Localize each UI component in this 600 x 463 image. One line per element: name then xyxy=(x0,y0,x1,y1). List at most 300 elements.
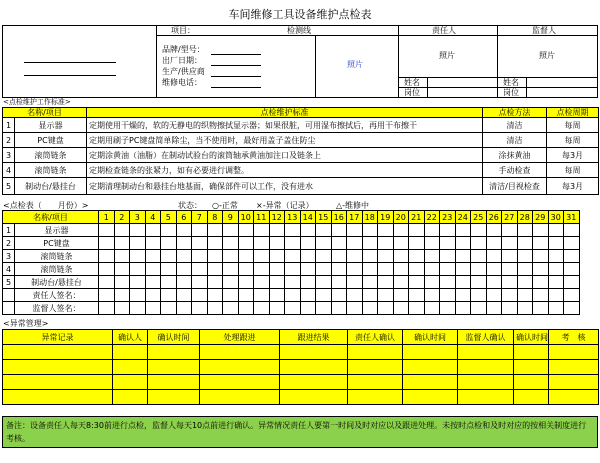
check-cell[interactable] xyxy=(362,250,378,263)
check-cell[interactable] xyxy=(440,250,456,263)
check-cell[interactable] xyxy=(533,237,549,250)
day-header: 27 xyxy=(502,211,518,224)
project-label: 项目： xyxy=(171,26,195,35)
day-header: 28 xyxy=(517,211,533,224)
day-header: 2 xyxy=(114,211,130,224)
check-cell[interactable] xyxy=(517,224,533,237)
checklist-row xyxy=(3,224,580,237)
check-cell[interactable] xyxy=(145,276,161,289)
check-cell[interactable] xyxy=(502,224,518,237)
check-cell[interactable] xyxy=(269,263,285,276)
row-number: 4 xyxy=(3,263,15,276)
check-cell[interactable] xyxy=(502,250,518,263)
check-cell[interactable] xyxy=(347,263,363,276)
check-cell[interactable] xyxy=(471,237,487,250)
check-cell[interactable] xyxy=(176,289,192,302)
check-cell[interactable] xyxy=(471,263,487,276)
abnormal-row[interactable] xyxy=(3,390,599,405)
abnormal-row[interactable] xyxy=(3,375,599,390)
check-cell[interactable] xyxy=(269,237,285,250)
check-cell[interactable] xyxy=(99,263,115,276)
check-cell[interactable] xyxy=(316,302,332,315)
check-cell[interactable] xyxy=(486,302,502,315)
checklist-header-row xyxy=(3,211,580,224)
check-cell[interactable] xyxy=(254,263,270,276)
row-number xyxy=(3,302,15,315)
check-cell[interactable] xyxy=(424,237,440,250)
check-cell[interactable] xyxy=(331,237,347,250)
check-cell[interactable] xyxy=(471,276,487,289)
check-cell[interactable] xyxy=(207,263,223,276)
col-period: 点检周期 xyxy=(547,108,599,118)
check-cell[interactable] xyxy=(130,302,146,315)
check-cell[interactable] xyxy=(99,237,115,250)
check-cell[interactable] xyxy=(331,224,347,237)
check-cell[interactable] xyxy=(502,289,518,302)
check-cell[interactable] xyxy=(424,302,440,315)
check-cell[interactable] xyxy=(207,224,223,237)
check-cell[interactable] xyxy=(331,302,347,315)
check-cell[interactable] xyxy=(176,224,192,237)
check-cell[interactable] xyxy=(548,224,564,237)
standards-section-label: <点检维护工作标准> xyxy=(3,98,71,106)
check-cell[interactable] xyxy=(486,224,502,237)
day-header: 16 xyxy=(331,211,347,224)
check-cell[interactable] xyxy=(99,289,115,302)
check-cell[interactable] xyxy=(207,302,223,315)
check-cell[interactable] xyxy=(223,276,239,289)
check-cell[interactable] xyxy=(99,224,115,237)
checklist-section-label: <点检表（ 月份）> xyxy=(3,201,89,210)
check-cell[interactable] xyxy=(455,237,471,250)
check-cell[interactable] xyxy=(548,289,564,302)
check-cell[interactable] xyxy=(316,237,332,250)
check-cell[interactable] xyxy=(533,289,549,302)
check-cell[interactable] xyxy=(114,250,130,263)
day-header: 23 xyxy=(440,211,456,224)
check-cell[interactable] xyxy=(564,276,580,289)
check-cell[interactable] xyxy=(486,276,502,289)
check-cell[interactable] xyxy=(300,289,316,302)
responsible-name-label: 姓名 xyxy=(404,78,420,87)
check-cell[interactable] xyxy=(269,250,285,263)
check-cell[interactable] xyxy=(378,276,394,289)
check-cell[interactable] xyxy=(331,276,347,289)
responsible-photo: 照片 xyxy=(439,51,455,60)
check-cell[interactable] xyxy=(99,250,115,263)
check-cell[interactable] xyxy=(347,302,363,315)
check-cell[interactable] xyxy=(564,237,580,250)
check-cell[interactable] xyxy=(207,276,223,289)
check-cell[interactable] xyxy=(176,276,192,289)
check-cell[interactable] xyxy=(316,276,332,289)
row-name: 滚筒链条 xyxy=(15,263,99,276)
check-cell[interactable] xyxy=(362,224,378,237)
check-cell[interactable] xyxy=(223,237,239,250)
check-cell[interactable] xyxy=(533,224,549,237)
responsible-post-label: 岗位 xyxy=(404,88,420,97)
check-cell[interactable] xyxy=(362,237,378,250)
check-cell[interactable] xyxy=(207,289,223,302)
check-cell[interactable] xyxy=(223,302,239,315)
check-cell[interactable] xyxy=(502,263,518,276)
check-cell[interactable] xyxy=(471,302,487,315)
row-name: 责任人签名： xyxy=(15,289,99,302)
check-cell[interactable] xyxy=(176,302,192,315)
day-header: 26 xyxy=(486,211,502,224)
note-box xyxy=(2,416,598,448)
day-header: 15 xyxy=(316,211,332,224)
check-cell[interactable] xyxy=(533,250,549,263)
check-cell[interactable] xyxy=(192,237,208,250)
legend-repair: △-维修中 xyxy=(336,201,370,210)
check-cell[interactable] xyxy=(393,224,409,237)
check-cell[interactable] xyxy=(285,250,301,263)
check-cell[interactable] xyxy=(409,276,425,289)
check-cell[interactable] xyxy=(285,276,301,289)
day-header: 29 xyxy=(533,211,549,224)
checklist-row xyxy=(3,276,580,289)
check-cell[interactable] xyxy=(285,224,301,237)
checklist-row xyxy=(3,263,580,276)
check-cell[interactable] xyxy=(440,263,456,276)
check-cell[interactable] xyxy=(362,289,378,302)
check-cell[interactable] xyxy=(300,302,316,315)
responsible-label: 责任人 xyxy=(432,26,456,35)
check-cell[interactable] xyxy=(533,302,549,315)
check-cell[interactable] xyxy=(316,263,332,276)
check-cell[interactable] xyxy=(455,289,471,302)
check-cell[interactable] xyxy=(564,224,580,237)
check-cell[interactable] xyxy=(533,263,549,276)
day-header: 18 xyxy=(362,211,378,224)
row-name: 监督人签名： xyxy=(15,302,99,315)
check-cell[interactable] xyxy=(331,250,347,263)
check-cell[interactable] xyxy=(393,237,409,250)
check-cell[interactable] xyxy=(300,276,316,289)
check-cell[interactable] xyxy=(548,250,564,263)
check-cell[interactable] xyxy=(362,263,378,276)
check-cell[interactable] xyxy=(300,224,316,237)
standard-row: 3 滚筒链条 定期涂黄油（油脂）在制动试验台的滚筒轴承黄油加注口及链条上 涂抹黄油 每3月 xyxy=(3,148,599,163)
check-cell[interactable] xyxy=(300,263,316,276)
check-cell[interactable] xyxy=(502,302,518,315)
check-cell[interactable] xyxy=(347,237,363,250)
check-cell[interactable] xyxy=(471,289,487,302)
check-cell[interactable] xyxy=(533,276,549,289)
check-cell[interactable] xyxy=(161,302,177,315)
standard-row: 4 滚筒链条 定期检查链条的张紧力，如有必要进行调整。 手动检查 每周 xyxy=(3,163,599,178)
check-cell[interactable] xyxy=(564,263,580,276)
check-cell[interactable] xyxy=(378,224,394,237)
check-cell[interactable] xyxy=(114,289,130,302)
day-header: 12 xyxy=(269,211,285,224)
check-cell[interactable] xyxy=(254,276,270,289)
check-cell[interactable] xyxy=(486,250,502,263)
check-cell[interactable] xyxy=(424,289,440,302)
check-cell[interactable] xyxy=(254,224,270,237)
day-header: 9 xyxy=(223,211,239,224)
check-cell[interactable] xyxy=(269,289,285,302)
check-cell[interactable] xyxy=(517,276,533,289)
check-cell[interactable] xyxy=(378,302,394,315)
check-cell[interactable] xyxy=(114,276,130,289)
check-cell[interactable] xyxy=(347,276,363,289)
day-header: 3 xyxy=(130,211,146,224)
check-cell[interactable] xyxy=(393,289,409,302)
check-cell[interactable] xyxy=(471,224,487,237)
standards-table xyxy=(2,107,599,195)
check-cell[interactable] xyxy=(130,263,146,276)
check-cell[interactable] xyxy=(161,276,177,289)
check-cell[interactable] xyxy=(424,224,440,237)
status-label: 状态： xyxy=(178,201,202,210)
check-cell[interactable] xyxy=(269,302,285,315)
check-cell[interactable] xyxy=(393,263,409,276)
check-cell[interactable] xyxy=(223,289,239,302)
check-cell[interactable] xyxy=(455,250,471,263)
check-cell[interactable] xyxy=(114,224,130,237)
check-cell[interactable] xyxy=(455,276,471,289)
check-cell[interactable] xyxy=(192,263,208,276)
check-cell[interactable] xyxy=(564,250,580,263)
check-cell[interactable] xyxy=(192,289,208,302)
project-value: 检测线 xyxy=(287,26,311,35)
check-cell[interactable] xyxy=(440,276,456,289)
check-cell[interactable] xyxy=(161,263,177,276)
supervisor-photo: 照片 xyxy=(539,51,555,60)
day-header: 20 xyxy=(393,211,409,224)
checklist-row xyxy=(3,289,580,302)
check-cell[interactable] xyxy=(254,289,270,302)
check-cell[interactable] xyxy=(192,224,208,237)
row-number: 2 xyxy=(3,237,15,250)
check-cell[interactable] xyxy=(409,302,425,315)
check-cell[interactable] xyxy=(254,302,270,315)
check-cell[interactable] xyxy=(145,250,161,263)
check-cell[interactable] xyxy=(486,263,502,276)
check-cell[interactable] xyxy=(161,224,177,237)
check-cell[interactable] xyxy=(362,302,378,315)
check-cell[interactable] xyxy=(145,237,161,250)
check-cell[interactable] xyxy=(517,263,533,276)
check-cell[interactable] xyxy=(238,224,254,237)
check-cell[interactable] xyxy=(424,250,440,263)
check-cell[interactable] xyxy=(517,289,533,302)
check-cell[interactable] xyxy=(548,237,564,250)
page-title: 车间维修工具设备维护点检表 xyxy=(228,8,372,21)
supervisor-label: 监督人 xyxy=(532,26,556,35)
check-cell[interactable] xyxy=(285,237,301,250)
legend-abnormal: ×-异常（记录） xyxy=(256,201,314,210)
check-cell[interactable] xyxy=(455,302,471,315)
check-cell[interactable] xyxy=(192,276,208,289)
check-cell[interactable] xyxy=(99,276,115,289)
check-cell[interactable] xyxy=(207,237,223,250)
check-cell[interactable] xyxy=(145,224,161,237)
row-number: 3 xyxy=(3,250,15,263)
check-cell[interactable] xyxy=(130,250,146,263)
standard-row: 1 显示器 定期使用干燥的，软的无静电的织物擦拭显示器；如果很脏，可用湿布擦拭后，再用干布擦干 清洁 每周 xyxy=(3,118,599,133)
check-cell[interactable] xyxy=(269,276,285,289)
check-cell[interactable] xyxy=(455,263,471,276)
check-cell[interactable] xyxy=(378,263,394,276)
check-cell[interactable] xyxy=(316,250,332,263)
check-cell[interactable] xyxy=(393,302,409,315)
check-cell[interactable] xyxy=(486,289,502,302)
check-cell[interactable] xyxy=(393,276,409,289)
check-cell[interactable] xyxy=(130,224,146,237)
check-cell[interactable] xyxy=(409,250,425,263)
check-cell[interactable] xyxy=(300,250,316,263)
check-cell[interactable] xyxy=(517,237,533,250)
abnormal-header-row: 异常记录 确认人 确认时间 处理跟进 跟进结果 责任人确认 确认时间 监督人确认 确认时间 考 核 xyxy=(3,330,599,345)
check-cell[interactable] xyxy=(254,237,270,250)
day-header: 6 xyxy=(176,211,192,224)
check-cell[interactable] xyxy=(409,237,425,250)
check-cell[interactable] xyxy=(409,224,425,237)
check-cell[interactable] xyxy=(378,250,394,263)
row-name: 显示器 xyxy=(15,224,99,237)
check-cell[interactable] xyxy=(238,289,254,302)
check-cell[interactable] xyxy=(300,237,316,250)
check-cell[interactable] xyxy=(486,237,502,250)
check-cell[interactable] xyxy=(192,302,208,315)
check-cell[interactable] xyxy=(378,289,394,302)
day-header: 25 xyxy=(471,211,487,224)
check-cell[interactable] xyxy=(502,237,518,250)
check-cell[interactable] xyxy=(161,237,177,250)
check-cell[interactable] xyxy=(254,250,270,263)
day-header: 14 xyxy=(300,211,316,224)
check-cell[interactable] xyxy=(192,250,208,263)
day-header: 24 xyxy=(455,211,471,224)
check-cell[interactable] xyxy=(145,289,161,302)
check-cell[interactable] xyxy=(316,224,332,237)
check-cell[interactable] xyxy=(285,289,301,302)
check-cell[interactable] xyxy=(440,302,456,315)
check-cell[interactable] xyxy=(393,250,409,263)
check-cell[interactable] xyxy=(409,263,425,276)
row-name: 制动台/悬挂台 xyxy=(15,276,99,289)
check-cell[interactable] xyxy=(440,289,456,302)
check-cell[interactable] xyxy=(517,250,533,263)
check-cell[interactable] xyxy=(176,250,192,263)
note-text: 备注：设备责任人每天8:30前进行点检，监督人每天10点前进行确认。异常情况责任人要第一时间及时对应以及跟进处理。未按时点检和及时对应的按相关制度进行考核。 xyxy=(6,421,587,443)
checklist-row xyxy=(3,302,580,315)
day-header: 17 xyxy=(347,211,363,224)
check-cell[interactable] xyxy=(161,289,177,302)
check-cell[interactable] xyxy=(455,224,471,237)
day-header: 11 xyxy=(254,211,270,224)
check-cell[interactable] xyxy=(424,276,440,289)
check-cell[interactable] xyxy=(409,289,425,302)
check-cell[interactable] xyxy=(223,263,239,276)
check-cell[interactable] xyxy=(564,289,580,302)
col-method: 点检方法 xyxy=(483,108,547,118)
check-cell[interactable] xyxy=(440,224,456,237)
check-cell[interactable] xyxy=(548,302,564,315)
check-cell[interactable] xyxy=(130,237,146,250)
check-cell[interactable] xyxy=(517,302,533,315)
check-cell[interactable] xyxy=(145,302,161,315)
abnormal-table xyxy=(2,329,599,405)
check-cell[interactable] xyxy=(285,263,301,276)
check-cell[interactable] xyxy=(223,250,239,263)
check-cell[interactable] xyxy=(114,237,130,250)
check-cell[interactable] xyxy=(99,302,115,315)
phone-label: 维修电话： xyxy=(162,78,202,87)
check-cell[interactable] xyxy=(238,263,254,276)
check-cell[interactable] xyxy=(548,263,564,276)
check-cell[interactable] xyxy=(238,302,254,315)
check-cell[interactable] xyxy=(238,237,254,250)
check-cell[interactable] xyxy=(269,224,285,237)
checklist-table xyxy=(2,210,580,315)
check-cell[interactable] xyxy=(238,276,254,289)
check-cell[interactable] xyxy=(207,250,223,263)
check-cell[interactable] xyxy=(176,263,192,276)
check-cell[interactable] xyxy=(145,263,161,276)
check-cell[interactable] xyxy=(471,250,487,263)
check-cell[interactable] xyxy=(564,302,580,315)
check-cell[interactable] xyxy=(440,237,456,250)
check-cell[interactable] xyxy=(114,302,130,315)
day-header: 31 xyxy=(564,211,580,224)
row-name: PC键盘 xyxy=(15,237,99,250)
check-cell[interactable] xyxy=(285,302,301,315)
checklist-row xyxy=(3,237,580,250)
check-cell[interactable] xyxy=(502,276,518,289)
check-cell[interactable] xyxy=(378,237,394,250)
check-cell[interactable] xyxy=(316,289,332,302)
check-cell[interactable] xyxy=(331,263,347,276)
abnormal-row[interactable] xyxy=(3,360,599,375)
equipment-photo: 照片 xyxy=(347,60,363,69)
checklist-row xyxy=(3,250,580,263)
check-cell[interactable] xyxy=(548,276,564,289)
legend-normal: ○-正常 xyxy=(212,201,238,210)
day-header: 5 xyxy=(161,211,177,224)
check-cell[interactable] xyxy=(130,276,146,289)
day-header: 4 xyxy=(145,211,161,224)
day-header: 1 xyxy=(99,211,115,224)
abnormal-row[interactable] xyxy=(3,345,599,360)
check-cell[interactable] xyxy=(238,250,254,263)
check-cell[interactable] xyxy=(331,289,347,302)
day-header: 10 xyxy=(238,211,254,224)
check-cell[interactable] xyxy=(362,276,378,289)
row-number xyxy=(3,289,15,302)
standard-row: 5 制动台/悬挂台 定期清理制动台和悬挂台地基面，确保部件可以工作，没有进水 清洁/目视检查 每3月 xyxy=(3,178,599,195)
abnormal-section-label: <异常管理> xyxy=(3,319,49,328)
check-cell[interactable] xyxy=(114,263,130,276)
date-label: 出厂日期： xyxy=(162,56,202,65)
supervisor-post-label: 岗位 xyxy=(503,88,519,97)
check-cell[interactable] xyxy=(347,250,363,263)
row-number: 5 xyxy=(3,276,15,289)
check-cell[interactable] xyxy=(347,224,363,237)
check-cell[interactable] xyxy=(347,289,363,302)
check-cell[interactable] xyxy=(223,224,239,237)
supplier-label: 生产/供应商 xyxy=(162,67,205,76)
check-cell[interactable] xyxy=(130,289,146,302)
check-cell[interactable] xyxy=(161,250,177,263)
supervisor-name-label: 姓名 xyxy=(503,78,519,87)
day-header: 8 xyxy=(207,211,223,224)
check-cell[interactable] xyxy=(176,237,192,250)
check-cell[interactable] xyxy=(424,263,440,276)
